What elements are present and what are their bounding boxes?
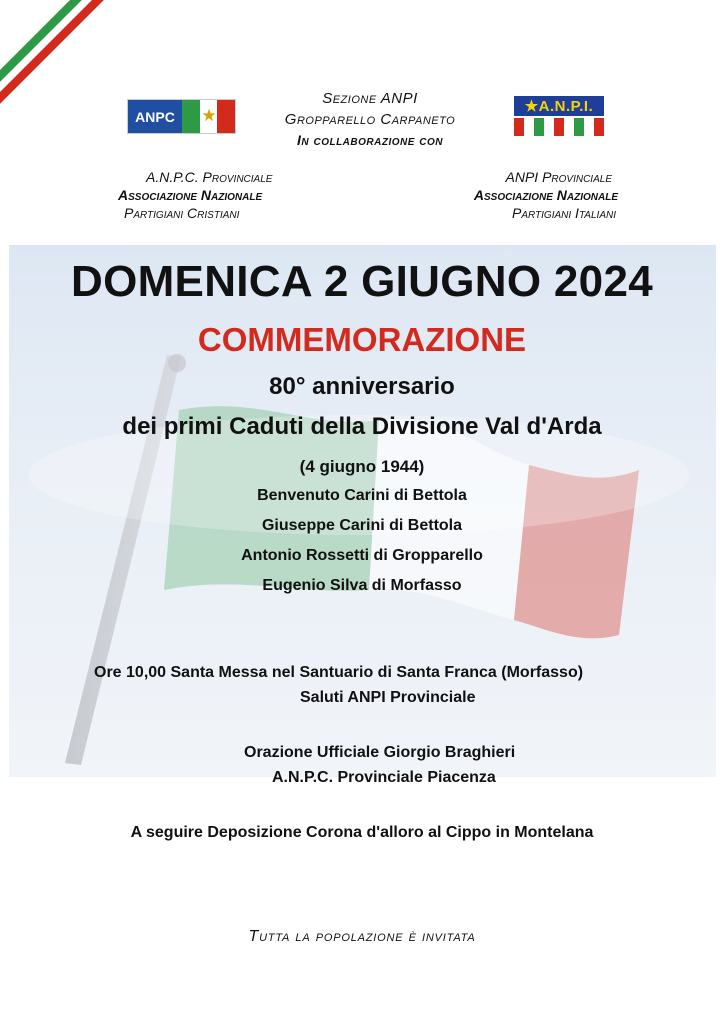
- anpi-org-line3: Partigiani Italiani: [512, 205, 616, 221]
- anpi-logo: [514, 96, 604, 138]
- anpc-org-line1: A.N.P.C. Provinciale: [146, 169, 273, 185]
- historic-date: (4 giugno 1944): [299, 457, 425, 476]
- anpi-logo-text: ★A.N.P.I.: [514, 96, 604, 116]
- mass-time-line: Ore 10,00 Santa Messa nel Santuario di Santa Franca (Morfasso): [94, 664, 584, 681]
- fallen-name: Antonio Rossetti di Gropparello: [241, 547, 483, 564]
- event-date-heading: DOMENICA 2 GIUGNO 2024: [71, 257, 653, 306]
- invitation-footer: Tutta la popolazione è invitata: [248, 928, 476, 945]
- orator-org-line: A.N.P.C. Provinciale Piacenza: [272, 769, 496, 786]
- fallen-names-list: [0, 481, 724, 601]
- header-section-place: Gropparello Carpaneto: [284, 111, 456, 128]
- header-block: [230, 88, 510, 151]
- anpc-org-line3: Partigiani Cristiani: [124, 205, 240, 221]
- corner-tricolor-stripes: [0, 0, 110, 110]
- greetings-line: Saluti ANPI Provinciale: [300, 689, 476, 706]
- fallen-subtitle: dei primi Caduti della Divisione Val d'Arda: [122, 413, 602, 440]
- anpi-provincial-org: [418, 168, 618, 222]
- fallen-name: Eugenio Silva di Morfasso: [262, 577, 462, 594]
- main-content: [0, 252, 724, 601]
- anpc-logo-text: ANPC: [128, 100, 182, 133]
- anpi-org-line2: Associazione Nazionale: [473, 187, 618, 203]
- mass-program: [94, 660, 694, 710]
- fallen-name: Giuseppe Carini di Bettola: [261, 517, 463, 534]
- anpc-org-line2: Associazione Nazionale: [118, 187, 263, 203]
- anpc-star-icon: ★: [201, 106, 217, 125]
- oration-line: Orazione Ufficiale Giorgio Braghieri: [244, 744, 516, 761]
- header-collaboration: In collaborazione con: [296, 132, 444, 148]
- commemoration-title: COMMEMORAZIONE: [197, 321, 527, 358]
- anniversary-line: 80° anniversario: [269, 373, 455, 400]
- anpi-org-line1: ANPI Provinciale: [505, 169, 612, 185]
- fallen-name: Benvenuto Carini di Bettola: [257, 487, 467, 504]
- wreath-line: A seguire Deposizione Corona d'alloro al Cippo in Montelana: [130, 824, 594, 841]
- anpi-logo-stripes: [514, 118, 604, 136]
- anpc-provincial-org: [118, 168, 318, 222]
- oration-program: [244, 740, 644, 790]
- anpc-logo: [128, 100, 235, 133]
- header-section: Sezione ANPI: [322, 90, 418, 107]
